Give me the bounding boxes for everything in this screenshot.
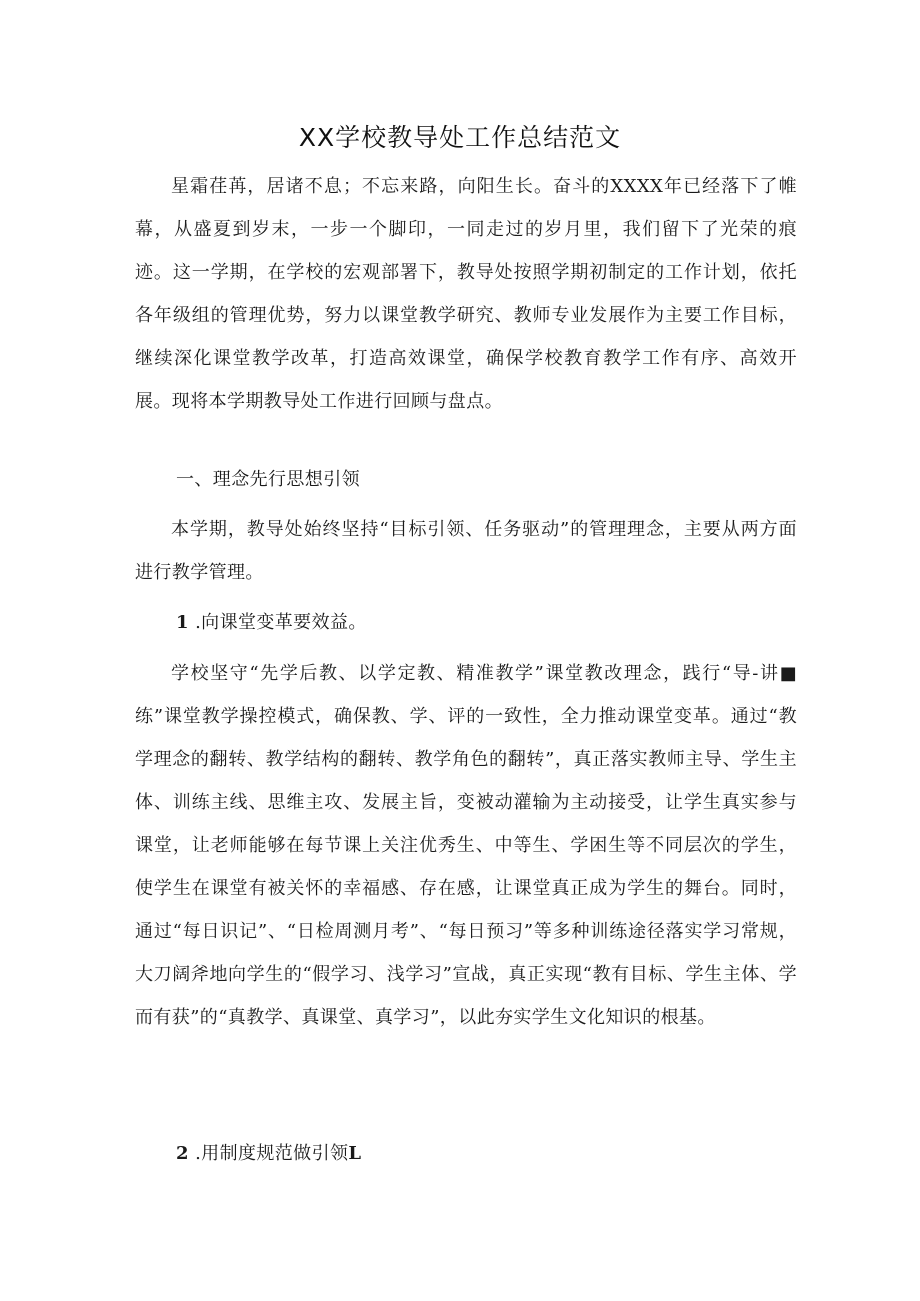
subsection-1-paragraph <box>135 652 797 1039</box>
subheading-2-text: .用制度规范做引领 <box>195 1143 349 1164</box>
subheading-1-number: 1 <box>176 612 189 633</box>
section-heading-1: 一、理念先行思想引领 <box>176 469 360 490</box>
document-title: XX学校教导处工作总结范文 <box>298 123 622 152</box>
intro-paragraph-text: 星霜荏苒，居诸不息；不忘来路，向阳生长。奋斗的XXXX年已经落下了帷幕，从盛夏到岁末，一步一个脚印，一同走过的岁月里，我们留下了光荣的痕迹。这一学期，在学校的宏观部署下，教导处按照学期初制定的工作计划，依托各年级组的管理优势，努力以课堂教学研究、教师专业发展作为主要工作目标，继续深化课堂教学改革，打造高效课堂，确保学校教育教学工作有序、高效开展。现将本学期教导处工作进行回顾与盘点。 <box>135 176 797 412</box>
subsection-1-paragraph-text: 学校坚守“先学后教、以学定教、精准教学”课堂教改理念，践行“导-讲■练”课堂教学操控模式，确保教、学、评的一致性，全力推动课堂变革。通过“教学理念的翻转、教学结构的翻转、教学角色的翻转”，真正落实教师主导、学生主体、训练主线、思维主攻、发展主旨，变被动灌输为主动接受，让学生真实参与课堂，让老师能够在每节课上关注优秀生、中等生、学困生等不同层次的学生，使学生在课堂有被关怀的幸福感、存在感，让课堂真正成为学生的舞台。同时，通过“每日识记”、“日检周测月考”、“每日预习”等多种训练途径落实学习常规，大刀阔斧地向学生的“假学习、浅学习”宣战，真正实现“教有目标、学生主体、学而有获”的“真教学、真课堂、真学习”，以此夯实学生文化知识的根基。 <box>135 663 797 1028</box>
intro-paragraph <box>135 165 797 423</box>
subheading-2 <box>176 1132 361 1175</box>
section-1-paragraph-text: 本学期，教导处始终坚持“目标引领、任务驱动”的管理理念，主要从两方面进行教学管理。 <box>135 519 797 583</box>
subheading-2-number: 2 <box>176 1143 189 1164</box>
subheading-1-text: .向课堂变革要效益。 <box>195 612 367 633</box>
section-1-paragraph <box>135 508 797 594</box>
subheading-2-tail: L <box>348 1143 362 1164</box>
subheading-1 <box>176 601 367 644</box>
